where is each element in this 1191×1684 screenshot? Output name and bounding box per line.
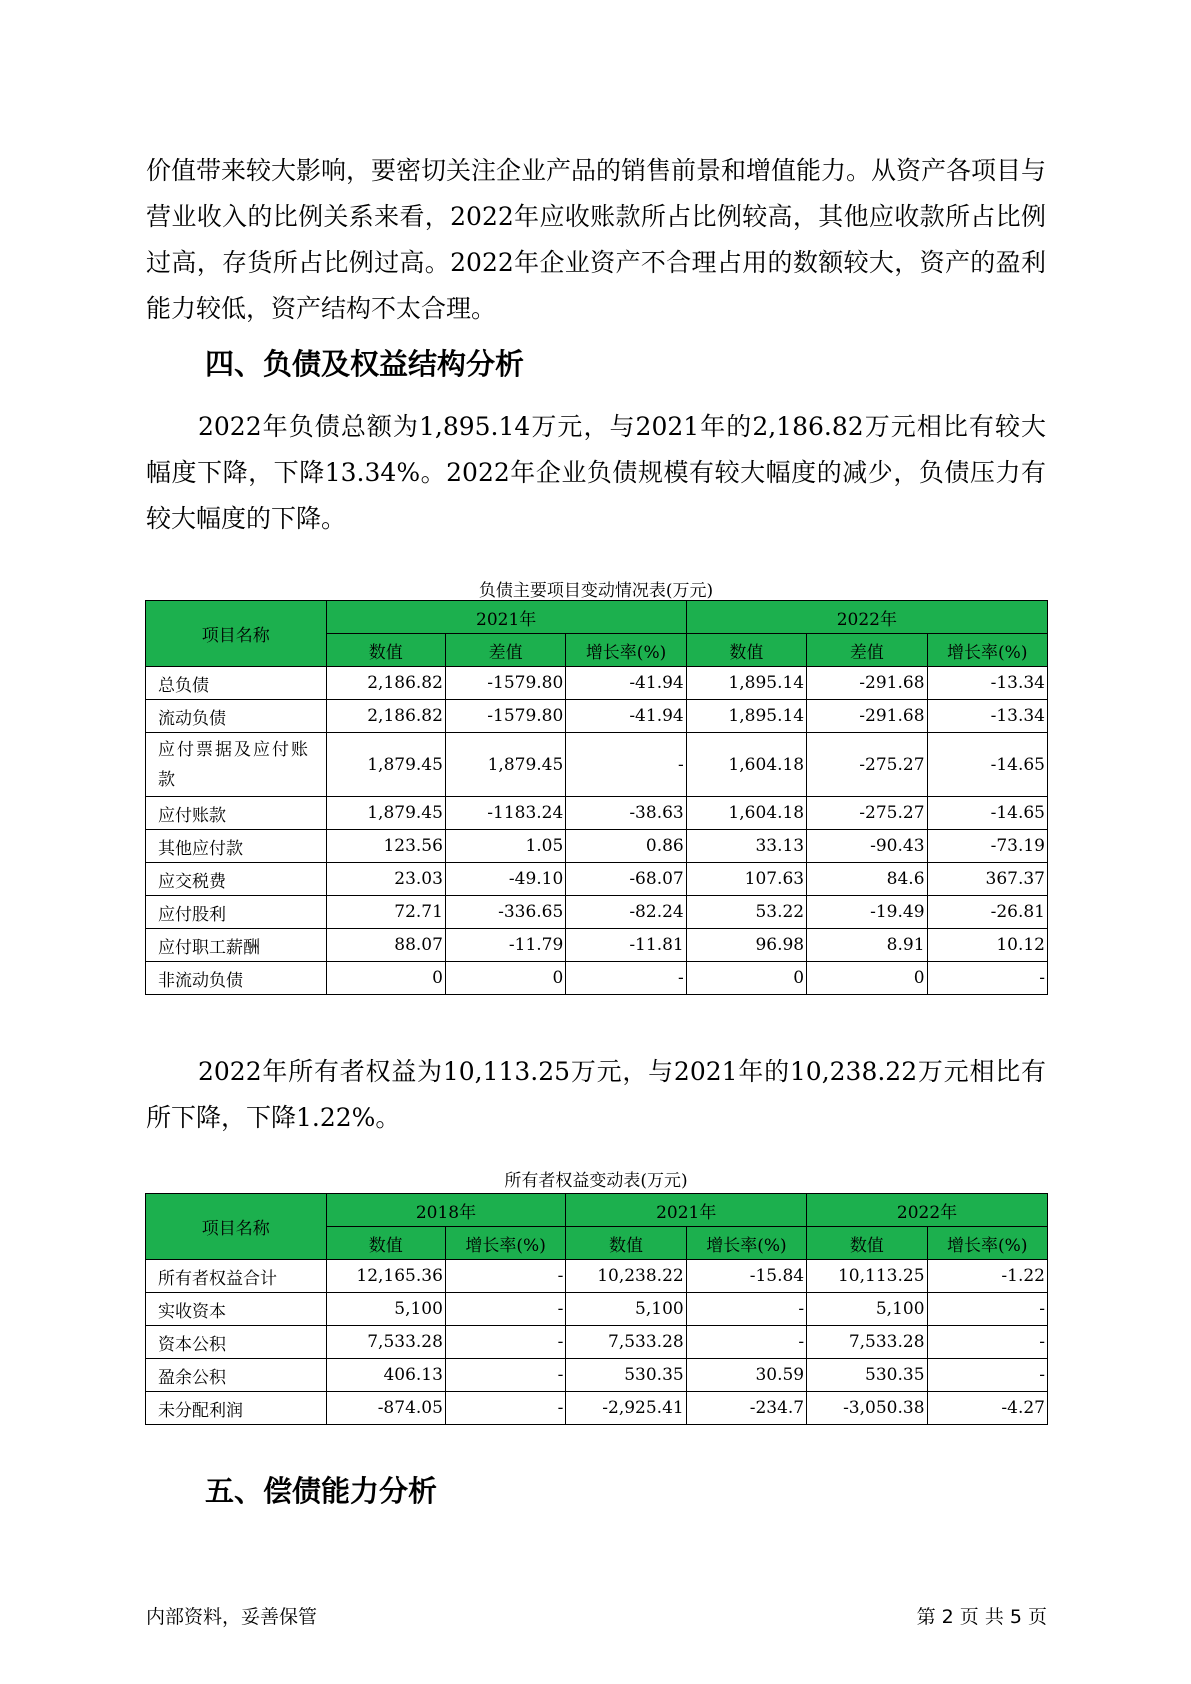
table2-sub-header: 增长率(%) xyxy=(686,1227,806,1260)
table1-sub-header: 数值 xyxy=(326,634,445,667)
table-cell: -3,050.38 xyxy=(807,1392,927,1425)
row-label: 应付职工薪酬 xyxy=(146,929,327,962)
table1-sub-header: 数值 xyxy=(686,634,806,667)
table-cell: 1,604.18 xyxy=(686,797,806,830)
table-cell: -49.10 xyxy=(445,863,565,896)
table-cell: 107.63 xyxy=(686,863,806,896)
table-row xyxy=(146,1359,1048,1392)
table2-sub-header: 增长率(%) xyxy=(927,1227,1047,1260)
table-cell: 0 xyxy=(445,962,565,995)
table-cell: - xyxy=(445,1260,565,1293)
table2-caption: 所有者权益变动表(万元) xyxy=(504,1171,688,1191)
row-label: 其他应付款 xyxy=(146,830,327,863)
table-cell: 123.56 xyxy=(326,830,445,863)
liability-paragraph: 2022年负债总额为1,895.14万元，与2021年的2,186.82万元相比有较大幅度下降，下降13.34%。2022年企业负债规模有较大幅度的减少，负债压力有较大幅度的下降。 xyxy=(146,412,1046,533)
table-row xyxy=(146,929,1048,962)
table-cell: 5,100 xyxy=(807,1293,927,1326)
table-cell: -4.27 xyxy=(927,1392,1047,1425)
table-cell: -336.65 xyxy=(445,896,565,929)
table-cell: 367.37 xyxy=(927,863,1047,896)
row-label: 未分配利润 xyxy=(146,1392,327,1425)
equity-table xyxy=(145,1193,1048,1425)
table-cell: 5,100 xyxy=(566,1293,686,1326)
table-cell: 7,533.28 xyxy=(566,1326,686,1359)
footer-page-number: 第 2 页 共 5 页 xyxy=(916,1606,1047,1628)
table-cell: -68.07 xyxy=(566,863,686,896)
table-row xyxy=(146,1293,1048,1326)
table-cell: -1.22 xyxy=(927,1260,1047,1293)
table-cell: 7,533.28 xyxy=(807,1326,927,1359)
intro-paragraph: 价值带来较大影响，要密切关注企业产品的销售前景和增值能力。从资产各项目与营业收入的比例关系来看，2022年应收账款所占比例较高，其他应收款所占比例过高，存货所占比例过高。2022年企业资产不合理占用的数额较大，资产的盈利能力较低，资产结构不太合理。 xyxy=(146,156,1047,323)
table-cell: 10,113.25 xyxy=(807,1260,927,1293)
table1-sub-header: 差值 xyxy=(807,634,927,667)
table1-sub-header: 增长率(%) xyxy=(927,634,1047,667)
section-heading-liability-equity: 四、负债及权益结构分析 xyxy=(205,347,525,381)
table-cell: -1579.80 xyxy=(445,667,565,700)
row-label: 应付股利 xyxy=(146,896,327,929)
table-cell: 1,895.14 xyxy=(686,700,806,733)
row-label: 非流动负债 xyxy=(146,962,327,995)
table-cell: -874.05 xyxy=(326,1392,445,1425)
table-cell: 2,186.82 xyxy=(326,700,445,733)
table1-sub-header: 增长率(%) xyxy=(566,634,686,667)
table-cell: - xyxy=(566,733,686,797)
table-row xyxy=(146,1260,1048,1293)
table-cell: -19.49 xyxy=(807,896,927,929)
table-cell: 53.22 xyxy=(686,896,806,929)
table-cell: - xyxy=(927,1359,1047,1392)
row-label: 应付账款 xyxy=(146,797,327,830)
table-cell: 530.35 xyxy=(807,1359,927,1392)
table-cell: - xyxy=(686,1326,806,1359)
table-cell: - xyxy=(927,962,1047,995)
table-cell: - xyxy=(686,1293,806,1326)
table1-name-header: 项目名称 xyxy=(146,601,327,667)
row-label: 总负债 xyxy=(146,667,327,700)
row-label: 应交税费 xyxy=(146,863,327,896)
table-cell: -26.81 xyxy=(927,896,1047,929)
table-cell: - xyxy=(566,962,686,995)
table1-sub-header: 差值 xyxy=(445,634,565,667)
row-label: 实收资本 xyxy=(146,1293,327,1326)
table-cell: 406.13 xyxy=(326,1359,445,1392)
table-cell: -11.81 xyxy=(566,929,686,962)
table-cell: -73.19 xyxy=(927,830,1047,863)
table-cell: -1183.24 xyxy=(445,797,565,830)
table-cell: - xyxy=(445,1359,565,1392)
table-cell: 72.71 xyxy=(326,896,445,929)
table-row xyxy=(146,1326,1048,1359)
row-label: 应付票据及应付账款 xyxy=(146,733,327,797)
table-cell: -291.68 xyxy=(807,667,927,700)
table2-year-header: 2018年 xyxy=(326,1194,566,1227)
table-row xyxy=(146,830,1048,863)
table2-year-header: 2021年 xyxy=(566,1194,807,1227)
table-cell: -90.43 xyxy=(807,830,927,863)
table-cell: 0 xyxy=(326,962,445,995)
table2-sub-header: 数值 xyxy=(326,1227,445,1260)
table-row xyxy=(146,1392,1048,1425)
table-cell: 0 xyxy=(686,962,806,995)
table-cell: 530.35 xyxy=(566,1359,686,1392)
table-cell: -234.7 xyxy=(686,1392,806,1425)
table-cell: 5,100 xyxy=(326,1293,445,1326)
table-row xyxy=(146,700,1048,733)
table-cell: 0.86 xyxy=(566,830,686,863)
table-cell: 0 xyxy=(807,962,927,995)
table-cell: - xyxy=(445,1392,565,1425)
table-row xyxy=(146,896,1048,929)
table-cell: -41.94 xyxy=(566,700,686,733)
table-cell: -13.34 xyxy=(927,700,1047,733)
footer-confidential-note: 内部资料，妥善保管 xyxy=(146,1606,318,1628)
table-cell: -82.24 xyxy=(566,896,686,929)
table-cell: - xyxy=(927,1326,1047,1359)
table-cell: 23.03 xyxy=(326,863,445,896)
table-cell: -2,925.41 xyxy=(566,1392,686,1425)
table-cell: 1,879.45 xyxy=(445,733,565,797)
table-cell: 2,186.82 xyxy=(326,667,445,700)
table-cell: - xyxy=(927,1293,1047,1326)
table-row xyxy=(146,797,1048,830)
table-cell: 84.6 xyxy=(807,863,927,896)
table1-caption: 负债主要项目变动情况表(万元) xyxy=(478,581,714,601)
table-cell: -11.79 xyxy=(445,929,565,962)
row-label: 所有者权益合计 xyxy=(146,1260,327,1293)
table-cell: -15.84 xyxy=(686,1260,806,1293)
table1-year-header: 2022年 xyxy=(686,601,1047,634)
table-cell: 33.13 xyxy=(686,830,806,863)
table-cell: 8.91 xyxy=(807,929,927,962)
table-cell: -1579.80 xyxy=(445,700,565,733)
table-cell: 12,165.36 xyxy=(326,1260,445,1293)
section-heading-solvency: 五、偿债能力分析 xyxy=(205,1474,438,1508)
table2-sub-header: 增长率(%) xyxy=(445,1227,565,1260)
table2-sub-header: 数值 xyxy=(807,1227,927,1260)
table-cell: 1,879.45 xyxy=(326,797,445,830)
table-cell: 1.05 xyxy=(445,830,565,863)
table2-name-header: 项目名称 xyxy=(146,1194,327,1260)
table-cell: 1,895.14 xyxy=(686,667,806,700)
table-cell: 30.59 xyxy=(686,1359,806,1392)
table-cell: 1,604.18 xyxy=(686,733,806,797)
table-cell: 88.07 xyxy=(326,929,445,962)
table-cell: 7,533.28 xyxy=(326,1326,445,1359)
table-row xyxy=(146,962,1048,995)
table-cell: - xyxy=(445,1326,565,1359)
table-row xyxy=(146,667,1048,700)
row-label: 流动负债 xyxy=(146,700,327,733)
table-cell: -291.68 xyxy=(807,700,927,733)
table-cell: -275.27 xyxy=(807,797,927,830)
liability-table xyxy=(145,600,1048,995)
table-cell: - xyxy=(445,1293,565,1326)
table-cell: -14.65 xyxy=(927,797,1047,830)
table-cell: -275.27 xyxy=(807,733,927,797)
table-cell: -41.94 xyxy=(566,667,686,700)
table2-sub-header: 数值 xyxy=(566,1227,686,1260)
table-cell: 10.12 xyxy=(927,929,1047,962)
table-cell: 1,879.45 xyxy=(326,733,445,797)
table-row xyxy=(146,863,1048,896)
table1-year-header: 2021年 xyxy=(326,601,686,634)
table-cell: -38.63 xyxy=(566,797,686,830)
table-cell: 10,238.22 xyxy=(566,1260,686,1293)
table-cell: 96.98 xyxy=(686,929,806,962)
equity-paragraph: 2022年所有者权益为10,113.25万元，与2021年的10,238.22万元相比有所下降，下降1.22%。 xyxy=(146,1057,1046,1132)
table-cell: -13.34 xyxy=(927,667,1047,700)
table-cell: -14.65 xyxy=(927,733,1047,797)
row-label: 盈余公积 xyxy=(146,1359,327,1392)
row-label: 资本公积 xyxy=(146,1326,327,1359)
table-row xyxy=(146,733,1048,797)
table2-year-header: 2022年 xyxy=(807,1194,1048,1227)
